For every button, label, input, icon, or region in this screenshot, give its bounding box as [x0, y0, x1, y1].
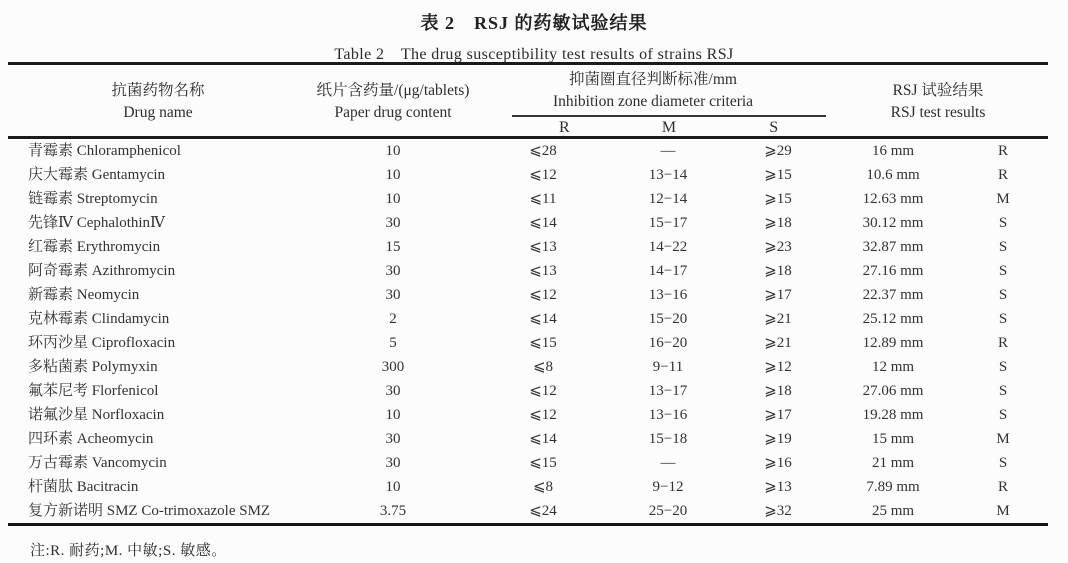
- table-body: [8, 139, 1048, 526]
- cell-verdict: M: [996, 431, 1010, 447]
- cell-verdict: S: [998, 383, 1008, 399]
- cell-content: 2: [389, 311, 397, 327]
- table-row: [8, 331, 1048, 355]
- cell-result: 10.6 mm: [866, 167, 920, 183]
- cell-verdict: S: [998, 239, 1008, 255]
- cell-drug: 环丙沙星 Ciprofloxacin: [28, 335, 176, 351]
- cell-result: 7.89 mm: [866, 479, 920, 495]
- susceptibility-table: [8, 62, 1048, 560]
- cell-drug: 庆大霉素 Gentamycin: [28, 167, 166, 183]
- table-row: [8, 475, 1048, 499]
- cell-result: 22.37 mm: [862, 287, 924, 303]
- cell-drug: 万古霉素 Vancomycin: [28, 455, 167, 471]
- header-criteria-r: R: [559, 119, 570, 136]
- cell-result: 27.06 mm: [862, 383, 924, 399]
- cell-content: 3.75: [379, 503, 407, 519]
- cell-S: ⩾18: [764, 215, 792, 231]
- cell-M: 13−16: [648, 407, 688, 423]
- cell-drug: 青霉素 Chloramphenicol: [28, 143, 181, 159]
- cell-drug: 杆菌肽 Bacitracin: [28, 479, 139, 495]
- cell-S: ⩾15: [764, 167, 792, 183]
- cell-verdict: S: [998, 311, 1008, 327]
- cell-content: 30: [385, 455, 401, 471]
- cell-verdict: S: [998, 263, 1008, 279]
- cell-content: 15: [385, 239, 401, 255]
- table-row: [8, 235, 1048, 259]
- cell-drug: 新霉素 Neomycin: [28, 287, 140, 303]
- header-paper-drug-content-zh: 纸片含药量/(μg/tablets): [316, 82, 470, 100]
- table-header: [8, 62, 1048, 139]
- cell-result: 27.16 mm: [862, 263, 924, 279]
- table-row: [8, 283, 1048, 307]
- cell-S: ⩾15: [764, 191, 792, 207]
- table-row: [8, 427, 1048, 451]
- cell-result: 12.63 mm: [862, 191, 924, 207]
- cell-result: 19.28 mm: [862, 407, 924, 423]
- header-paper-drug-content-en: Paper drug content: [334, 103, 452, 121]
- cell-result: 21 mm: [871, 455, 915, 471]
- cell-verdict: M: [996, 503, 1010, 519]
- header-rsj-results-zh: RSJ 试验结果: [892, 82, 984, 100]
- cell-content: 10: [385, 143, 401, 159]
- cell-verdict: S: [998, 407, 1008, 423]
- cell-S: ⩾21: [764, 311, 792, 327]
- table-row: [8, 259, 1048, 283]
- cell-M: 9−11: [652, 359, 684, 375]
- cell-result: 25.12 mm: [862, 311, 924, 327]
- cell-content: 300: [381, 359, 405, 375]
- cell-result: 12.89 mm: [862, 335, 924, 351]
- cell-R: ⩽12: [529, 383, 557, 399]
- cell-content: 5: [389, 335, 397, 351]
- cell-R: ⩽12: [529, 407, 557, 423]
- cell-M: 16−20: [648, 335, 688, 351]
- cell-S: ⩾23: [764, 239, 792, 255]
- header-rsj-results-en: RSJ test results: [890, 103, 986, 121]
- cell-M: 13−17: [648, 383, 688, 399]
- cell-R: ⩽28: [529, 143, 557, 159]
- cell-M: 14−22: [648, 239, 688, 255]
- cell-verdict: R: [997, 143, 1008, 159]
- cell-M: 15−20: [648, 311, 688, 327]
- cell-R: ⩽11: [529, 191, 557, 207]
- cell-S: ⩾21: [764, 335, 792, 351]
- table-row: [8, 451, 1048, 475]
- cell-S: ⩾19: [764, 431, 792, 447]
- table-row: [8, 211, 1048, 235]
- table-row: [8, 499, 1048, 523]
- cell-M: —: [660, 143, 676, 159]
- cell-drug: 氟苯尼考 Florfenicol: [28, 383, 159, 399]
- cell-R: ⩽13: [529, 263, 557, 279]
- header-criteria-s: S: [769, 119, 779, 136]
- cell-drug: 红霉素 Erythromycin: [28, 239, 161, 255]
- cell-verdict: S: [998, 215, 1008, 231]
- table-title-zh: 表 2 RSJ 的药敏试验结果: [420, 13, 648, 33]
- cell-content: 10: [385, 407, 401, 423]
- cell-M: 9−12: [652, 479, 684, 495]
- cell-drug: 复方新诺明 SMZ Co-trimoxazole SMZ: [28, 503, 271, 519]
- header-rsj-results: [828, 65, 1048, 139]
- cell-R: ⩽13: [529, 239, 557, 255]
- header-drug-name: [8, 65, 308, 139]
- cell-result: 15 mm: [871, 431, 915, 447]
- cell-R: ⩽15: [529, 335, 557, 351]
- cell-S: ⩾12: [764, 359, 792, 375]
- cell-R: ⩽14: [529, 311, 557, 327]
- cell-content: 10: [385, 191, 401, 207]
- cell-result: 16 mm: [871, 143, 915, 159]
- header-paper-drug-content: [308, 65, 478, 139]
- cell-R: ⩽8: [532, 479, 554, 495]
- header-criteria-m: M: [661, 119, 677, 136]
- cell-S: ⩾18: [764, 263, 792, 279]
- table-row: [8, 139, 1048, 163]
- cell-M: 13−16: [648, 287, 688, 303]
- footnote: 注:R. 耐药;M. 中敏;S. 敏感。: [30, 543, 227, 559]
- cell-R: ⩽24: [529, 503, 557, 519]
- cell-R: ⩽14: [529, 431, 557, 447]
- table-row: [8, 403, 1048, 427]
- cell-S: ⩾32: [764, 503, 792, 519]
- cell-content: 10: [385, 479, 401, 495]
- cell-drug: 四环素 Acheomycin: [28, 431, 154, 447]
- cell-drug: 克林霉素 Clindamycin: [28, 311, 170, 327]
- table-row: [8, 355, 1048, 379]
- cell-R: ⩽12: [529, 167, 557, 183]
- cell-verdict: R: [997, 479, 1008, 495]
- cell-M: 15−18: [648, 431, 688, 447]
- cell-content: 30: [385, 215, 401, 231]
- cell-verdict: M: [996, 191, 1010, 207]
- cell-verdict: S: [998, 287, 1008, 303]
- cell-content: 30: [385, 287, 401, 303]
- table-row: [8, 163, 1048, 187]
- header-drug-name-zh: 抗菌药物名称: [111, 82, 205, 100]
- cell-drug: 链霉素 Streptomycin: [28, 191, 158, 207]
- cell-S: ⩾29: [764, 143, 792, 159]
- cell-verdict: S: [998, 455, 1008, 471]
- cell-S: ⩾16: [764, 455, 792, 471]
- table-row: [8, 307, 1048, 331]
- cell-M: 12−14: [648, 191, 688, 207]
- cell-R: ⩽12: [529, 287, 557, 303]
- cell-drug: 多粘菌素 Polymyxin: [28, 359, 158, 375]
- cell-result: 30.12 mm: [862, 215, 924, 231]
- cell-content: 30: [385, 431, 401, 447]
- cell-M: 15−17: [648, 215, 688, 231]
- cell-content: 30: [385, 263, 401, 279]
- cell-result: 32.87 mm: [862, 239, 924, 255]
- cell-R: ⩽8: [532, 359, 554, 375]
- cell-drug: 诺氟沙星 Norfloxacin: [28, 407, 165, 423]
- cell-drug: 阿奇霉素 Azithromycin: [28, 263, 176, 279]
- cell-content: 10: [385, 167, 401, 183]
- cell-R: ⩽15: [529, 455, 557, 471]
- header-inhibition-criteria-en: Inhibition zone diameter criteria: [552, 92, 754, 110]
- cell-S: ⩾18: [764, 383, 792, 399]
- cell-verdict: R: [997, 335, 1008, 351]
- cell-M: 13−14: [648, 167, 688, 183]
- cell-result: 25 mm: [871, 503, 915, 519]
- cell-verdict: S: [998, 359, 1008, 375]
- cell-M: —: [660, 455, 676, 471]
- cell-verdict: R: [997, 167, 1008, 183]
- cell-result: 12 mm: [871, 359, 915, 375]
- cell-S: ⩾17: [764, 407, 792, 423]
- header-inhibition-criteria-zh: 抑菌圈直径判断标准/mm: [569, 71, 737, 88]
- cell-M: 25−20: [648, 503, 688, 519]
- header-inhibition-criteria: [478, 65, 828, 139]
- table-row: [8, 379, 1048, 403]
- cell-content: 30: [385, 383, 401, 399]
- cell-drug: 先锋Ⅳ CephalothinⅣ: [28, 215, 166, 231]
- cell-R: ⩽14: [529, 215, 557, 231]
- table-row: [8, 187, 1048, 211]
- cell-S: ⩾17: [764, 287, 792, 303]
- table-title-en: Table 2 The drug susceptibility test results of strains RSJ: [334, 46, 734, 63]
- header-drug-name-en: Drug name: [123, 103, 193, 121]
- criteria-sub-headers: [512, 117, 826, 139]
- cell-M: 14−17: [648, 263, 688, 279]
- cell-S: ⩾13: [764, 479, 792, 495]
